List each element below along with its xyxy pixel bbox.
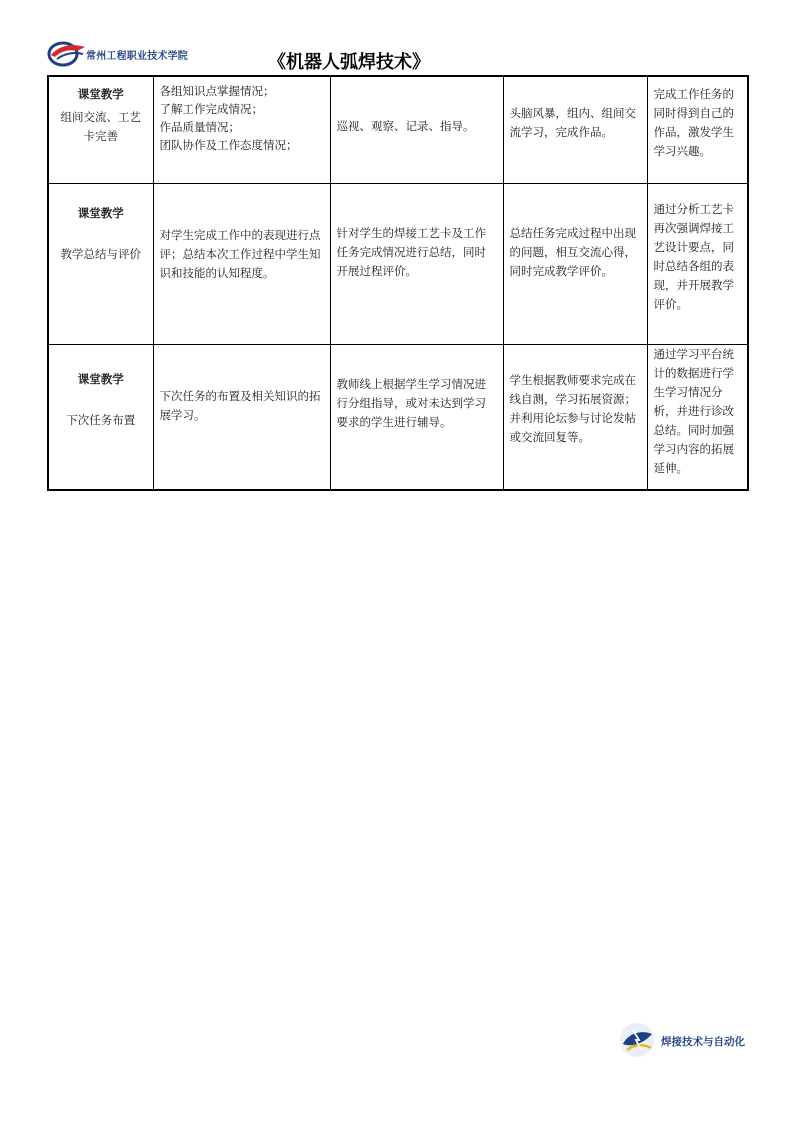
content-text: 下次任务的布置及相关知识的拓展学习。 (159, 388, 321, 422)
content-cell (153, 344, 330, 490)
stage-title: 课堂教学 (77, 87, 124, 101)
page-header (0, 0, 793, 78)
student-activity-cell (503, 183, 647, 344)
student-activity: 头脑风暴，组内、组间交流学习，完成作品。 (509, 106, 636, 139)
school-name: 常州工程职业技术学院 (86, 51, 188, 62)
stage-title: 课堂教学 (77, 371, 124, 386)
design-intent-cell (647, 76, 748, 183)
design-intent-cell (647, 183, 748, 344)
stage-cell (48, 344, 153, 490)
teacher-activity: 巡视、观察、记录、指导。 (336, 119, 475, 133)
student-activity: 学生根据教师要求完成在线自测，学习拓展资源；并利用论坛参与讨论发帖或交流回复等。 (509, 372, 636, 444)
table-row (48, 183, 748, 344)
design-intent: 通过分析工艺卡再次强调焊接工艺设计要点，同时总结各组的表现，并开展教学评价。 (653, 201, 734, 311)
teacher-activity-cell (330, 344, 503, 490)
content-line: 作品质量情况； (159, 120, 240, 134)
student-activity: 总结任务完成过程中出现的问题，相互交流心得，同时完成教学评价。 (509, 225, 636, 278)
student-activity-cell (503, 344, 647, 490)
content-text: 对学生完成工作中的表现进行点评；总结本次工作过程中学生知识和技能的认知程度。 (159, 227, 321, 280)
teacher-activity-cell (330, 183, 503, 344)
stage-cell (48, 76, 153, 183)
stage-subtitle: 下次任务布置 (66, 412, 136, 427)
design-intent: 通过学习平台统计的数据进行学生学习情况分析，并进行诊改总结。同时加强学习内容的拓展延伸。 (653, 346, 734, 475)
teacher-activity: 教师线上根据学生学习情况进行分组指导，或对未达到学习要求的学生进行辅导。 (336, 376, 486, 429)
table-row (48, 344, 748, 490)
content-cell (153, 76, 330, 183)
design-intent: 完成工作任务的同时得到自己的作品，激发学生学习兴趣。 (653, 87, 734, 158)
stage-cell (48, 183, 153, 344)
content-line: 各组知识点掌握情况； (159, 84, 275, 98)
lesson-plan-table (47, 75, 749, 491)
content-line: 了解工作完成情况； (159, 102, 263, 116)
student-activity-cell (503, 76, 647, 183)
document-title: 《机器人弧焊技术》 (268, 52, 430, 73)
content-line: 团队协作及工作态度情况； (159, 138, 298, 152)
design-intent-cell (647, 344, 748, 490)
teacher-activity: 针对学生的焊接工艺卡及工作任务完成情况进行总结，同时开展过程评价。 (336, 225, 486, 278)
stage-subtitle: 教学总结与评价 (60, 246, 141, 261)
teacher-activity-cell (330, 76, 503, 183)
school-logo-icon (47, 39, 87, 67)
stage-subtitle: 组间交流、工艺卡完善 (60, 110, 141, 143)
stage-title: 课堂教学 (77, 205, 124, 220)
table-row (48, 76, 748, 183)
program-logo-icon (619, 1022, 655, 1058)
content-cell (153, 183, 330, 344)
footer-label: 焊接技术与自动化 (661, 1036, 745, 1048)
